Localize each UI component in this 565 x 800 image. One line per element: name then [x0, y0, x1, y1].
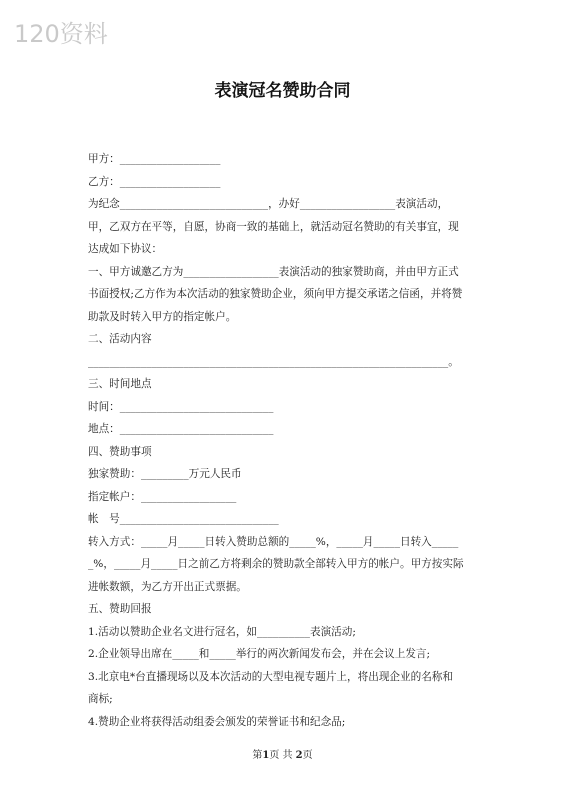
section-2-heading: 二、活动内容 — [88, 333, 152, 345]
preamble-line-2: 甲，乙双方在平等，自愿，协商一致的基础上，就活动冠名赞助的有关事宜，现 — [88, 220, 459, 233]
section-3-heading: 三、时间地点 — [88, 378, 152, 390]
transfer-method-line-3: 进帐数额，为乙方开出正式票据。 — [88, 580, 247, 593]
total-page-count: 2 — [295, 750, 303, 761]
document-body — [88, 148, 478, 733]
clause-1-line-3: 助款及时转入甲方的指定帐户。 — [88, 310, 237, 323]
return-item-3-line-2: 商标; — [88, 693, 113, 705]
document-title: 表演冠名赞助合同 — [214, 81, 351, 101]
return-item-4: 4.赞助企业将获得活动组委会颁发的荣誉证书和纪念品; — [88, 715, 346, 728]
footer-suffix: 页 — [302, 750, 313, 761]
return-item-3-line-1: 3.北京电*台直播现场以及本次活动的大型电视专题片上，将出现企业的名称和 — [88, 670, 453, 683]
section-5-heading: 五、赞助回报 — [88, 603, 152, 615]
footer-prefix: 第 — [252, 750, 263, 761]
section-4-heading: 四、赞助事项 — [88, 445, 152, 458]
transfer-method-line-2: _%，_____月_____日之前乙方将剩余的赞助款全部转入甲方的帐户。甲方按实际 — [88, 558, 464, 570]
designated-account-line: 指定帐户：__________________ — [88, 490, 237, 503]
watermark-logo: 120资料 — [14, 20, 108, 48]
transfer-method-line-1: 转入方式：_____月_____日转入赞助总额的_____%，_____月_____日转入_____ — [88, 535, 459, 548]
clause-1-line-2: 书面授权;乙方作为本次活动的独家赞助企业，须向甲方提交承诺之信函，并将赞 — [88, 288, 463, 300]
clause-1-line-1: 一、甲方诚邀乙方为__________________表演活动的独家赞助商，并由甲方正式 — [88, 265, 459, 278]
time-line: 时间：_____________________________ — [88, 400, 274, 413]
footer-middle: 页 共 — [269, 750, 296, 761]
return-item-2: 2.企业领导出席在_____和_____举行的两次新闻发布会，并在会议上发言; — [88, 648, 431, 660]
activity-content-blank: ____________________________________________________________________。 — [88, 355, 459, 368]
return-item-1: 1.活动以赞助企业名文进行冠名，如__________表演活动; — [88, 625, 356, 638]
preamble-line-3: 达成如下协议： — [88, 243, 163, 255]
place-line: 地点：_____________________________ — [88, 423, 274, 435]
page-footer — [0, 746, 565, 761]
account-number-line: 帐 号______________________________ — [88, 513, 279, 525]
preamble-line-1: 为纪念____________________________，办好__________________表演活动， — [88, 198, 449, 210]
party-b-line: 乙方：___________________ — [88, 175, 221, 188]
current-page-number: 1 — [262, 750, 270, 761]
party-a-line: 甲方：___________________ — [88, 153, 221, 165]
exclusive-sponsorship-line: 独家赞助：_________万元人民币 — [88, 468, 242, 480]
